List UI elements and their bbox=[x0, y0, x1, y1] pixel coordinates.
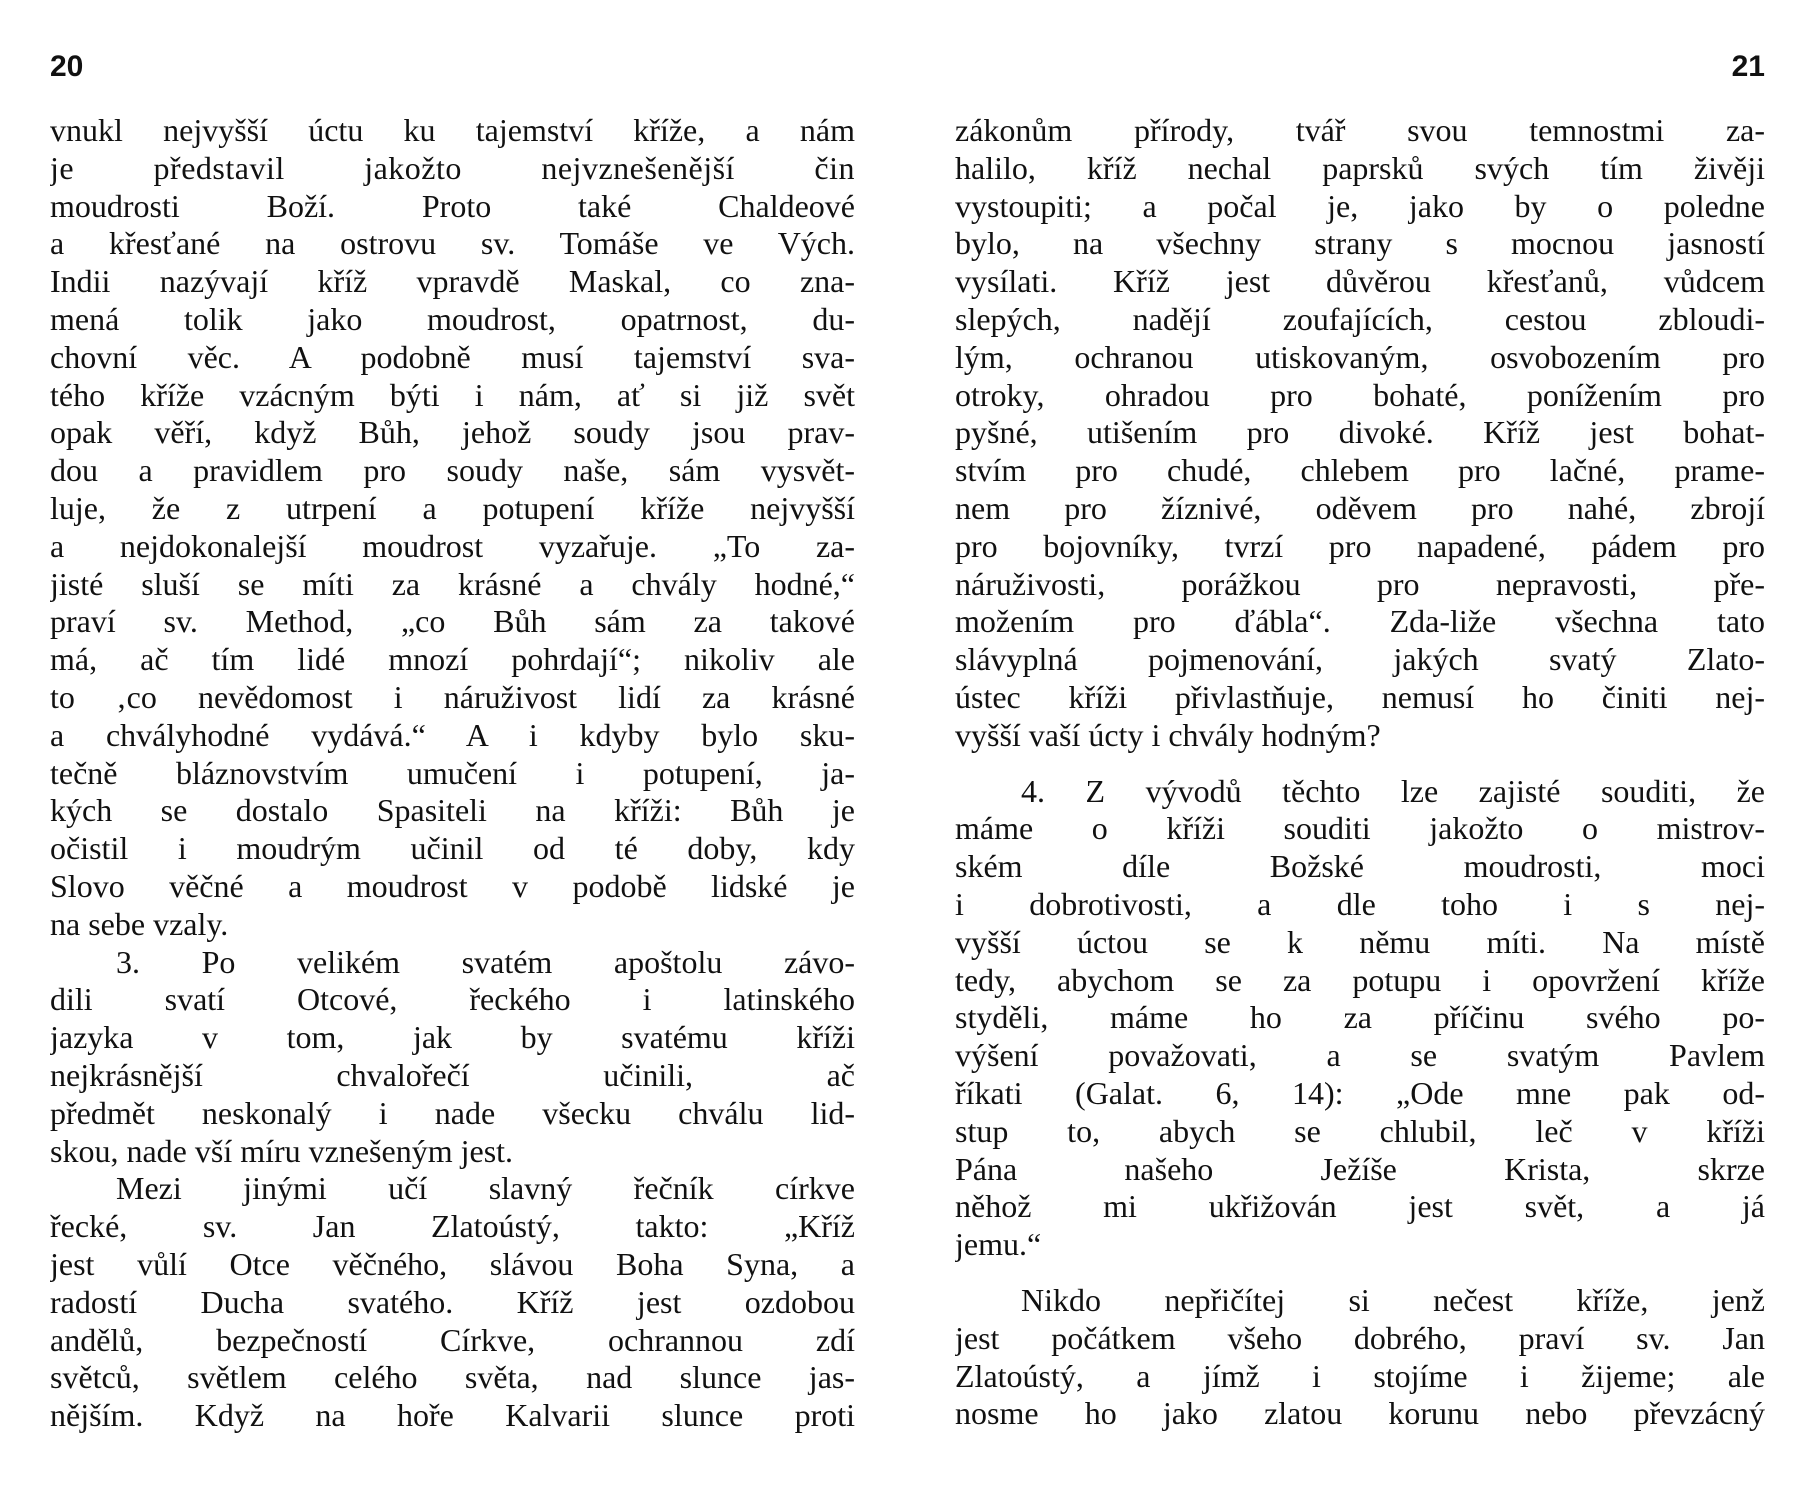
text-line: dili svatí Otcové, řeckého i latinského bbox=[50, 981, 855, 1018]
text-line: máme o kříži souditi jakožto o mistrov- bbox=[955, 810, 1765, 847]
text-line: na sebe vzaly. bbox=[50, 905, 229, 942]
right-page bbox=[955, 0, 1765, 1500]
text-line: vnukl nejvyšší úctu ku tajemství kříže, a nám bbox=[50, 112, 855, 148]
text-line: bylo, na všechny strany s mocnou jasností bbox=[955, 225, 1765, 262]
text-line: je představil jakožto nejvznešenější čin bbox=[50, 149, 855, 186]
text-line: radostí Ducha svatého. Kříž jest ozdobou bbox=[50, 1283, 855, 1320]
text-line: řecké, sv. Jan Zlatoústý, takto: „Kříž bbox=[50, 1208, 855, 1245]
text-line: zákonům přírody, tvář svou temnostmi za- bbox=[955, 112, 1765, 148]
text-line: nějším. Když na hoře Kalvarii slunce proti bbox=[50, 1397, 855, 1434]
text-line: moudrosti Boží. Proto také Chaldeové bbox=[50, 187, 855, 224]
text-line: jest vůlí Otce věčného, slávou Boha Syna, a bbox=[50, 1245, 855, 1282]
text-line: nejkrásnější chvalořečí učinili, ač bbox=[50, 1056, 855, 1093]
text-line: stup to, abych se chlubil, leč v kříži bbox=[955, 1112, 1765, 1149]
text-line: nem pro žíznivé, oděvem pro nahé, zbrojí bbox=[955, 489, 1765, 526]
paragraph-start-line: Nikdo nepřičítej si nečest kříže, jenž bbox=[1021, 1281, 1765, 1318]
text-line: styděli, máme ho za příčinu svého po- bbox=[955, 999, 1765, 1036]
paragraph-gap bbox=[955, 755, 1765, 773]
text-line: vysílati. Kříž jest důvěrou křesťanů, vůdcem bbox=[955, 263, 1765, 300]
text-line: pro bojovníky, tvrzí pro napadené, pádem pro bbox=[955, 527, 1765, 564]
text-line: něhož mi ukřižován jest svět, a já bbox=[955, 1188, 1765, 1225]
text-line: ústec kříži přivlastňuje, nemusí ho činiti nej- bbox=[955, 678, 1765, 715]
text-line: ském díle Božské moudrosti, moci bbox=[955, 848, 1765, 885]
text-line: opak věří, když Bůh, jehož soudy jsou prav- bbox=[50, 414, 855, 451]
text-line: jazyka v tom, jak by svatému kříži bbox=[50, 1019, 855, 1056]
text-line: Indii nazývají kříž vpravdě Maskal, co zna- bbox=[50, 263, 855, 300]
text-line: stvím pro chudé, chlebem pro lačné, prame- bbox=[955, 452, 1765, 489]
text-line: andělů, bezpečností Církve, ochrannou zdí bbox=[50, 1321, 855, 1358]
text-line: i dobrotivosti, a dle toho i s nej- bbox=[955, 885, 1765, 922]
left-page-text bbox=[50, 112, 855, 1435]
paragraph-start-line: 3. Po velikém svatém apoštolu závo- bbox=[116, 943, 855, 980]
text-line: očistil i moudrým učinil od té doby, kdy bbox=[50, 830, 855, 867]
paragraph-start-line: Mezi jinými učí slavný řečník církve bbox=[116, 1170, 855, 1207]
text-line: říkati (Galat. 6, 14): „Ode mne pak od- bbox=[955, 1074, 1765, 1111]
text-line: nosme ho jako zlatou korunu nebo převzácný bbox=[955, 1395, 1765, 1432]
left-page bbox=[50, 0, 855, 1500]
text-line: předmět neskonalý i nade všecku chválu lid- bbox=[50, 1094, 855, 1131]
text-line: možením pro ďábla“. Zda-liže všechna tato bbox=[955, 603, 1765, 640]
text-line: chovní věc. A podobně musí tajemství sva- bbox=[50, 338, 855, 375]
text-line: vystoupiti; a počal je, jako by o poledne bbox=[955, 187, 1765, 224]
text-line: jemu.“ bbox=[955, 1226, 1042, 1263]
text-line: Slovo věčné a moudrost v podobě lidské je bbox=[50, 867, 855, 904]
text-line: skou, nade vší míru vznešeným jest. bbox=[50, 1132, 514, 1169]
text-line: jest počátkem všeho dobrého, praví sv. Jan bbox=[955, 1319, 1765, 1356]
text-line: slepých, nadějí zoufajících, cestou zbloudi- bbox=[955, 300, 1765, 337]
text-line: světců, světlem celého světa, nad slunce jas- bbox=[50, 1359, 855, 1396]
text-line: tedy, abychom se za potupu i opovržení kříže bbox=[955, 961, 1765, 998]
text-line: tečně bláznovstvím umučení i potupení, ja- bbox=[50, 754, 855, 791]
text-line: otroky, ohradou pro bohaté, ponížením pro bbox=[955, 376, 1765, 413]
text-line: pyšné, utišením pro divoké. Kříž jest bohat- bbox=[955, 414, 1765, 451]
text-line: jisté sluší se míti za krásné a chvály hodné,“ bbox=[50, 565, 855, 602]
text-line: a chvályhodné vydává.“ A i kdyby bylo sku- bbox=[50, 716, 855, 753]
paragraph-start-line: 4. Z vývodů těchto lze zajisté souditi, že bbox=[1021, 772, 1765, 809]
text-line: má, ač tím lidé mnozí pohrdají“; nikoliv ale bbox=[50, 641, 855, 678]
text-line: Zlatoústý, a jímž i stojíme i žijeme; ale bbox=[955, 1357, 1765, 1394]
text-line: Pána našeho Ježíše Krista, skrze bbox=[955, 1150, 1765, 1187]
text-line: mená tolik jako moudrost, opatrnost, du- bbox=[50, 300, 855, 337]
text-line: halilo, kříž nechal paprsků svých tím živěji bbox=[955, 149, 1765, 186]
text-line: kých se dostalo Spasiteli na kříži: Bůh je bbox=[50, 792, 855, 829]
text-line: vyšší vaší úcty i chvály hodným? bbox=[955, 716, 1381, 753]
text-line: praví sv. Method, „co Bůh sám za takové bbox=[50, 603, 855, 640]
page-number-right: 21 bbox=[1731, 50, 1765, 83]
text-line: výšení považovati, a se svatým Pavlem bbox=[955, 1037, 1765, 1074]
text-line: tého kříže vzácným býti i nám, ať si již svět bbox=[50, 376, 855, 413]
text-line: luje, že z utrpení a potupení kříže nejvyšší bbox=[50, 489, 855, 526]
text-line: a křesťané na ostrovu sv. Tomáše ve Vých. bbox=[50, 225, 855, 262]
text-line: lým, ochranou utiskovaným, osvobozením pro bbox=[955, 338, 1765, 375]
text-line: náruživosti, porážkou pro nepravosti, pře- bbox=[955, 565, 1765, 602]
page-number-left: 20 bbox=[50, 50, 84, 83]
text-line: vyšší úctou se k němu míti. Na místě bbox=[955, 923, 1765, 960]
text-line: a nejdokonalejší moudrost vyzařuje. „To za- bbox=[50, 527, 855, 564]
right-page-text bbox=[955, 112, 1765, 1433]
text-line: slávyplná pojmenování, jakých svatý Zlato- bbox=[955, 641, 1765, 678]
text-line: dou a pravidlem pro soudy naše, sám vysvět- bbox=[50, 452, 855, 489]
paragraph-gap bbox=[955, 1264, 1765, 1282]
text-line: to ‚co nevědomost i náruživost lidí za krásné bbox=[50, 678, 855, 715]
